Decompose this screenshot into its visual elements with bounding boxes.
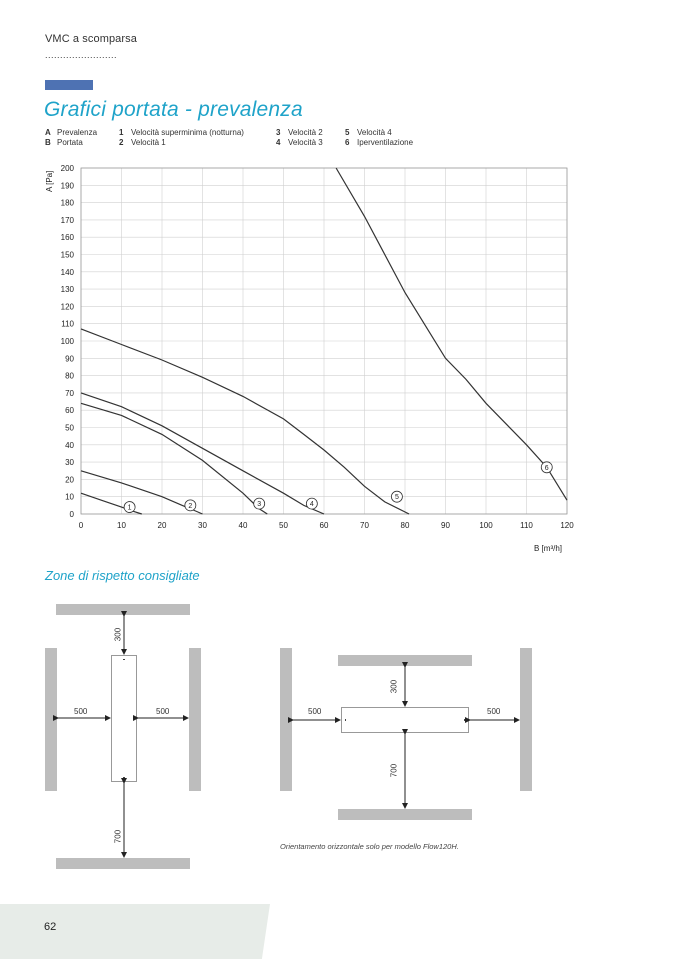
y-tick-label: 200 — [60, 164, 74, 173]
wall-right-vertical — [189, 648, 201, 791]
dim-v-bottom: 700 — [113, 829, 123, 844]
x-tick-label: 40 — [238, 521, 248, 530]
legend-speed-4: 4 Velocità 3 — [276, 138, 323, 147]
dim-h-top: 300 — [389, 679, 399, 694]
wall-top-vertical — [56, 604, 190, 615]
x-tick-label: 120 — [560, 521, 574, 530]
unit-horizontal — [341, 707, 469, 733]
y-tick-label: 30 — [65, 458, 74, 468]
x-tick-label: 70 — [360, 521, 369, 530]
legend-speed-5: 5 Velocità 4 — [345, 128, 392, 137]
x-tick-label: 20 — [157, 521, 167, 530]
series-label-5: 5 — [394, 494, 399, 502]
y-tick-label: 120 — [60, 302, 74, 312]
y-tick-label: 150 — [60, 250, 74, 260]
wall-bottom-vertical — [56, 858, 190, 869]
unit-vertical — [111, 655, 137, 782]
series-label-1: 1 — [127, 504, 132, 512]
wall-top-horizontal — [338, 655, 472, 666]
wall-bottom-horizontal — [338, 809, 472, 820]
y-tick-label: 20 — [65, 475, 74, 485]
y-tick-label: 0 — [69, 510, 74, 519]
x-tick-label: 0 — [78, 521, 84, 530]
y-tick-label: 90 — [65, 354, 74, 364]
y-tick-label: 140 — [60, 267, 74, 277]
legend-speed-2: 2 Velocità 1 — [119, 138, 166, 147]
dim-v-left: 500 — [74, 707, 88, 716]
dim-h-left: 500 — [308, 707, 322, 716]
y-tick-label: 160 — [60, 233, 74, 243]
header-section-title: VMC a scomparsa — [45, 33, 137, 45]
legend-speed-6: 6 Iperventilazione — [345, 138, 414, 147]
series-line-2 — [81, 471, 203, 514]
y-tick-label: 50 — [65, 423, 74, 433]
page-number: 62 — [44, 921, 57, 933]
dim-h-right: 500 — [487, 707, 501, 716]
x-tick-label: 90 — [441, 521, 450, 530]
x-tick-label: 80 — [400, 521, 410, 530]
series-line-6 — [336, 168, 567, 500]
y-tick-label: 80 — [65, 371, 74, 381]
y-tick-label: 40 — [65, 440, 74, 450]
series-label-4: 4 — [309, 501, 314, 509]
x-tick-label: 10 — [117, 521, 126, 530]
y-tick-label: 60 — [65, 406, 74, 416]
x-tick-label: 110 — [520, 521, 533, 530]
zones-section-title: Zone di rispetto consigliate — [45, 568, 200, 583]
dim-v-right: 500 — [156, 707, 170, 716]
x-tick-label: 50 — [279, 521, 288, 530]
header-dots-divider: ........................ — [45, 50, 118, 60]
x-tick-label: 30 — [198, 521, 207, 530]
legend-axis-a: A Prevalenza — [45, 128, 98, 137]
y-tick-label: 10 — [65, 492, 74, 502]
y-tick-label: 130 — [60, 285, 74, 295]
y-tick-label: 180 — [60, 198, 74, 208]
page-title: Grafici portata - prevalenza — [44, 98, 303, 121]
wall-left-vertical — [45, 648, 57, 791]
series-label-6: 6 — [544, 464, 549, 472]
dim-v-top: 300 — [113, 627, 123, 642]
series-label-3: 3 — [257, 501, 262, 509]
x-tick-label: 60 — [319, 521, 329, 530]
legend-speed-1: 1 Velocità superminima (notturna) — [119, 128, 244, 137]
dim-h-bottom: 700 — [389, 763, 399, 778]
y-tick-label: 170 — [60, 215, 74, 225]
legend-speed-3: 3 Velocità 2 — [276, 128, 323, 137]
y-axis-label: A [Pa] — [45, 170, 54, 192]
legend-axis-b: B Portata — [45, 138, 83, 147]
y-tick-label: 190 — [60, 181, 74, 191]
y-tick-label: 100 — [60, 337, 74, 346]
y-tick-label: 110 — [61, 319, 74, 329]
wall-left-horizontal — [280, 648, 292, 791]
y-tick-label: 70 — [65, 388, 74, 398]
chart-grid — [61, 164, 575, 530]
series-label-2: 2 — [188, 502, 193, 510]
series-line-3 — [81, 403, 267, 514]
x-tick-label: 100 — [479, 521, 493, 530]
footer-band — [0, 904, 270, 959]
orientation-caption: Orientamento orizzontale solo per modello Flow120H. — [280, 842, 459, 851]
x-axis-label: B [m³/h] — [534, 544, 563, 553]
wall-right-horizontal — [520, 648, 532, 791]
